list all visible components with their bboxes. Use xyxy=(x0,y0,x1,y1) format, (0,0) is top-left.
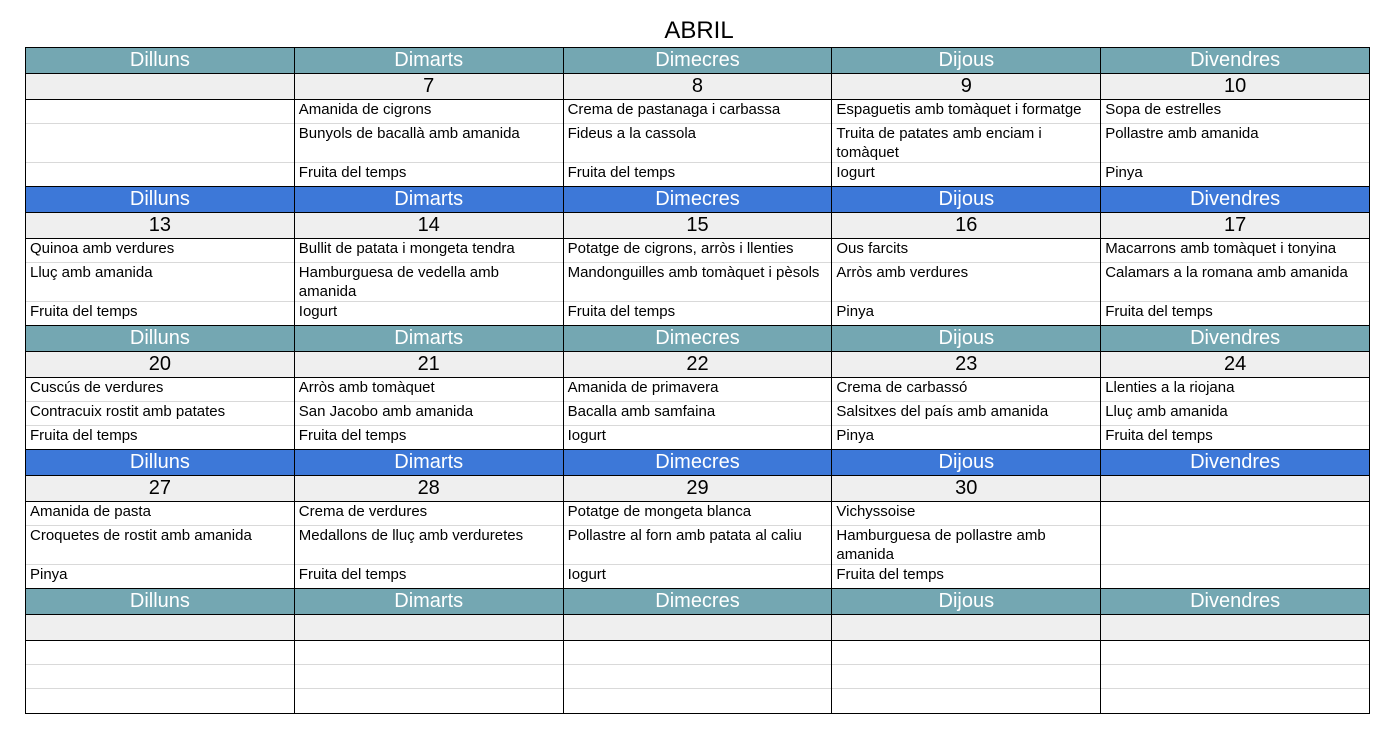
first-course xyxy=(1101,502,1369,526)
day-column-dijous xyxy=(832,450,1101,588)
week-5 xyxy=(25,589,1370,714)
week-3 xyxy=(25,326,1370,450)
week-2 xyxy=(25,187,1370,326)
date-number xyxy=(295,615,563,641)
day-name-header: Dimarts xyxy=(295,187,563,213)
day-name-header: Dijous xyxy=(832,187,1100,213)
dessert: Fruita del temps xyxy=(298,566,407,583)
day-name-header: Divendres xyxy=(1101,187,1369,213)
date-number xyxy=(26,615,294,641)
day-column-dimarts xyxy=(295,589,564,713)
dessert: Pinya xyxy=(836,303,874,320)
dessert: Iogurt xyxy=(567,427,606,444)
dessert: Iogurt xyxy=(836,164,875,181)
day-column-divendres xyxy=(1101,326,1370,449)
first-course: Macarrons amb tomàquet i tonyina xyxy=(1101,239,1369,263)
day-column-divendres xyxy=(1101,48,1370,186)
dessert: Pinya xyxy=(30,566,68,583)
second-course xyxy=(832,665,1100,689)
second-course xyxy=(26,665,294,689)
menu-calendar xyxy=(25,47,1370,714)
date-number: 13 xyxy=(26,213,294,239)
week-1 xyxy=(25,47,1370,187)
second-course: San Jacobo amb amanida xyxy=(295,402,563,426)
day-name-header: Dijous xyxy=(832,326,1100,352)
day-column-dijous xyxy=(832,326,1101,449)
dessert xyxy=(26,163,294,186)
dessert: Fruita del temps xyxy=(298,164,407,181)
day-column-dimarts xyxy=(295,187,564,325)
date-number: 27 xyxy=(26,476,294,502)
date-number: 28 xyxy=(295,476,563,502)
second-course: Pollastre al forn amb patata al caliu xyxy=(564,526,832,565)
date-number: 10 xyxy=(1101,74,1369,100)
first-course: Crema de verdures xyxy=(295,502,563,526)
second-course xyxy=(1101,526,1369,565)
date-number: 8 xyxy=(564,74,832,100)
day-name-header: Dimarts xyxy=(295,589,563,615)
second-course: Hamburguesa de vedella amb amanida xyxy=(295,263,563,302)
date-number xyxy=(26,74,294,100)
day-column-dimecres xyxy=(564,48,833,186)
date-number: 23 xyxy=(832,352,1100,378)
first-course xyxy=(26,100,294,124)
first-course xyxy=(564,641,832,665)
day-column-dijous xyxy=(832,48,1101,186)
first-course: Vichyssoise xyxy=(832,502,1100,526)
calendar-title: ABRIL xyxy=(664,17,734,44)
date-number xyxy=(1101,615,1369,641)
first-course xyxy=(295,641,563,665)
first-course: Ous farcits xyxy=(832,239,1100,263)
dessert: Fruita del temps xyxy=(30,303,138,320)
date-number: 21 xyxy=(295,352,563,378)
day-column-dimecres xyxy=(564,589,833,713)
day-column-dilluns xyxy=(26,48,295,186)
day-name-header: Dimecres xyxy=(564,48,832,74)
day-column-dimecres xyxy=(564,187,833,325)
first-course: Amanida de primavera xyxy=(564,378,832,402)
first-course: Crema de pastanaga i carbassa xyxy=(564,100,832,124)
second-course: Lluç amb amanida xyxy=(26,263,294,302)
dessert: Fruita del temps xyxy=(836,566,944,583)
day-name-header: Dimarts xyxy=(295,48,563,74)
dessert: Fruita del temps xyxy=(567,303,676,320)
second-course: Bunyols de bacallà amb amanida xyxy=(295,124,563,163)
date-number xyxy=(1101,476,1369,502)
second-course: Lluç amb amanida xyxy=(1101,402,1369,426)
day-name-header: Dimarts xyxy=(295,450,563,476)
date-number: 15 xyxy=(564,213,832,239)
dessert: Iogurt xyxy=(298,303,338,320)
date-number: 22 xyxy=(564,352,832,378)
day-name-header: Dimecres xyxy=(564,589,832,615)
dessert: Fruita del temps xyxy=(1105,303,1213,320)
dessert: Fruita del temps xyxy=(298,427,407,444)
second-course: Contracuix rostit amb patates xyxy=(26,402,294,426)
dessert: Fruita del temps xyxy=(30,427,138,444)
date-number: 14 xyxy=(295,213,563,239)
dessert xyxy=(1101,565,1369,588)
day-column-divendres xyxy=(1101,450,1370,588)
dessert xyxy=(1101,689,1369,713)
second-course: Pollastre amb amanida xyxy=(1101,124,1369,163)
day-column-divendres xyxy=(1101,187,1370,325)
day-name-header: Dijous xyxy=(832,589,1100,615)
dessert: Pinya xyxy=(1105,164,1143,181)
day-name-header: Dilluns xyxy=(26,187,294,213)
day-column-dimarts xyxy=(295,326,564,449)
day-name-header: Dilluns xyxy=(26,589,294,615)
day-name-header: Divendres xyxy=(1101,48,1369,74)
first-course xyxy=(26,641,294,665)
day-column-dijous xyxy=(832,187,1101,325)
day-column-dijous xyxy=(832,589,1101,713)
first-course: Crema de carbassó xyxy=(832,378,1100,402)
second-course xyxy=(564,665,832,689)
date-number: 16 xyxy=(832,213,1100,239)
day-name-header: Dilluns xyxy=(26,450,294,476)
date-number xyxy=(564,615,832,641)
date-number: 17 xyxy=(1101,213,1369,239)
first-course: Sopa de estrelles xyxy=(1101,100,1369,124)
first-course: Cuscús de verdures xyxy=(26,378,294,402)
second-course: Truita de patates amb enciam i tomàquet xyxy=(832,124,1100,163)
day-name-header: Dijous xyxy=(832,450,1100,476)
dessert: Fruita del temps xyxy=(567,164,676,181)
dessert xyxy=(26,689,294,713)
first-course: Potatge de mongeta blanca xyxy=(564,502,832,526)
day-name-header: Dilluns xyxy=(26,48,294,74)
date-number: 30 xyxy=(832,476,1100,502)
first-course: Quinoa amb verdures xyxy=(26,239,294,263)
second-course: Hamburguesa de pollastre amb amanida xyxy=(832,526,1100,565)
week-4 xyxy=(25,450,1370,589)
dessert: Iogurt xyxy=(567,566,606,583)
second-course: Medallons de lluç amb verduretes xyxy=(295,526,563,565)
second-course xyxy=(295,665,563,689)
day-column-dilluns xyxy=(26,450,295,588)
day-column-dilluns xyxy=(26,187,295,325)
first-course: Amanida de pasta xyxy=(26,502,294,526)
first-course: Espaguetis amb tomàquet i formatge xyxy=(832,100,1100,124)
day-name-header: Dijous xyxy=(832,48,1100,74)
day-name-header: Dimecres xyxy=(564,187,832,213)
second-course: Mandonguilles amb tomàquet i pèsols xyxy=(564,263,832,302)
day-column-dimarts xyxy=(295,450,564,588)
day-name-header: Divendres xyxy=(1101,450,1369,476)
date-number: 9 xyxy=(832,74,1100,100)
day-column-dimarts xyxy=(295,48,564,186)
day-name-header: Dimecres xyxy=(564,450,832,476)
date-number xyxy=(832,615,1100,641)
date-number: 24 xyxy=(1101,352,1369,378)
dessert xyxy=(564,689,832,713)
second-course xyxy=(1101,665,1369,689)
second-course: Arròs amb verdures xyxy=(832,263,1100,302)
second-course: Fideus a la cassola xyxy=(564,124,832,163)
second-course: Croquetes de rostit amb amanida xyxy=(26,526,294,565)
day-column-divendres xyxy=(1101,589,1370,713)
day-name-header: Divendres xyxy=(1101,326,1369,352)
day-name-header: Dimarts xyxy=(295,326,563,352)
dessert xyxy=(295,689,563,713)
first-course: Bullit de patata i mongeta tendra xyxy=(295,239,563,263)
day-column-dimecres xyxy=(564,326,833,449)
date-number: 7 xyxy=(295,74,563,100)
first-course xyxy=(832,641,1100,665)
day-name-header: Dilluns xyxy=(26,326,294,352)
first-course xyxy=(1101,641,1369,665)
day-name-header: Divendres xyxy=(1101,589,1369,615)
second-course: Calamars a la romana amb amanida xyxy=(1101,263,1369,302)
dessert: Fruita del temps xyxy=(1105,427,1213,444)
day-column-dilluns xyxy=(26,326,295,449)
day-column-dimecres xyxy=(564,450,833,588)
first-course: Potatge de cigrons, arròs i llenties xyxy=(564,239,832,263)
first-course: Llenties a la riojana xyxy=(1101,378,1369,402)
dessert: Pinya xyxy=(836,427,874,444)
second-course xyxy=(26,124,294,163)
day-column-dilluns xyxy=(26,589,295,713)
dessert xyxy=(832,689,1100,713)
day-name-header: Dimecres xyxy=(564,326,832,352)
date-number: 29 xyxy=(564,476,832,502)
second-course: Bacalla amb samfaina xyxy=(564,402,832,426)
date-number: 20 xyxy=(26,352,294,378)
first-course: Amanida de cigrons xyxy=(295,100,563,124)
first-course: Arròs amb tomàquet xyxy=(295,378,563,402)
second-course: Salsitxes del país amb amanida xyxy=(832,402,1100,426)
